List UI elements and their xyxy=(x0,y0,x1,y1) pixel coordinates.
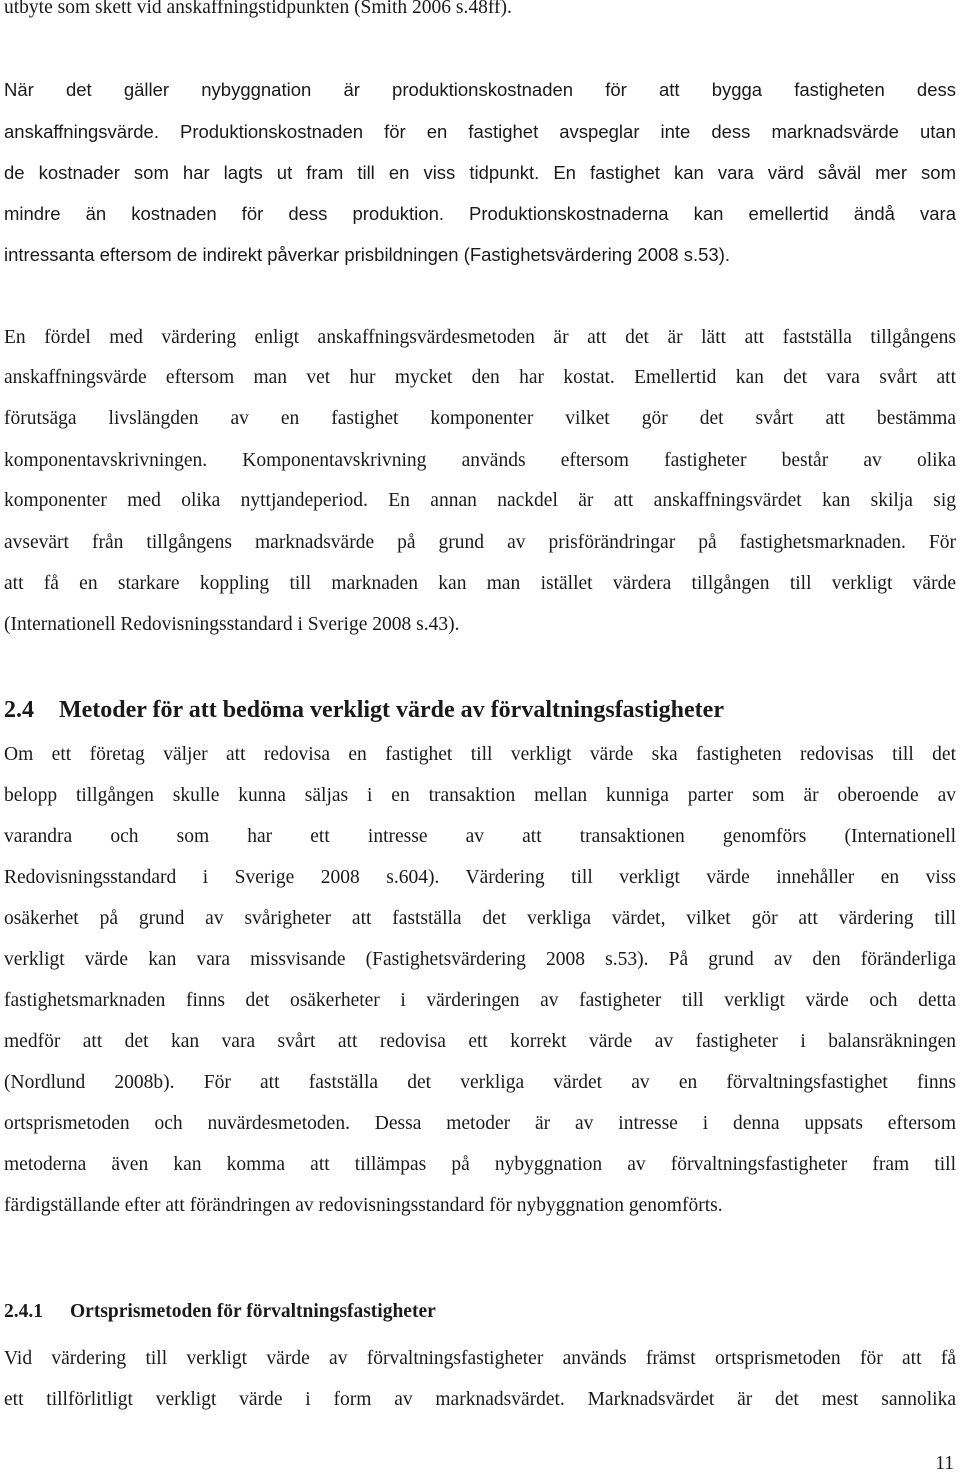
page-number: 11 xyxy=(935,1453,954,1474)
paragraph-line: En fördel med värdering enligt anskaffningsvärdesmetoden är att det är lätt att fastställa tillgångens xyxy=(4,327,956,348)
paragraph-line: varandra och som har ett intresse av att transaktionen genomförs (Internationell xyxy=(4,826,956,847)
paragraph-line: färdigställande efter att förändringen av redovisningsstandard för nybyggnation genomförts. xyxy=(4,1195,723,1216)
paragraph-line: metoderna även kan komma att tillämpas på nybyggnation av förvaltningsfastigheter fram till xyxy=(4,1154,956,1175)
paragraph-line: Redovisningsstandard i Sverige 2008 s.604). Värdering till verkligt värde innehåller en viss xyxy=(4,867,956,888)
paragraph-line: komponenter med olika nyttjandeperiod. En annan nackdel är att anskaffningsvärdet kan skilja sig xyxy=(4,490,956,511)
subsection-heading xyxy=(4,1298,436,1326)
paragraph-line: (Internationell Redovisningsstandard i Sverige 2008 s.43). xyxy=(4,614,460,635)
section-number: 2.4 xyxy=(4,697,34,723)
paragraph-line: När det gäller nybyggnation är produktionskostnaden för att bygga fastigheten dess xyxy=(4,79,956,100)
paragraph-line: intressanta eftersom de indirekt påverkar prisbildningen (Fastighetsvärdering 2008 s.53). xyxy=(4,244,730,265)
subsection-number: 2.4.1 xyxy=(4,1301,43,1322)
paragraph-line: anskaffningsvärde. Produktionskostnaden för en fastighet avspeglar inte dess marknadsvärde utan xyxy=(4,121,956,142)
section-title: Metoder för att bedöma verkligt värde av förvaltningsfastigheter xyxy=(59,697,724,723)
paragraph-line: de kostnader som har lagts ut fram till en viss tidpunkt. En fastighet kan vara värd såväl mer som xyxy=(4,162,956,183)
paragraph-line: medför att det kan vara svårt att redovisa ett korrekt värde av fastigheter i balansräkningen xyxy=(4,1031,956,1052)
paragraph-line: avsevärt från tillgångens marknadsvärde på grund av prisförändringar på fastighetsmarknaden. För xyxy=(4,532,956,553)
paragraph-line: fastighetsmarknaden finns det osäkerheter i värderingen av fastigheter till verkligt värde och detta xyxy=(4,990,956,1011)
paragraph-line: att få en starkare koppling till marknaden kan man istället värdera tillgången till verkligt värde xyxy=(4,573,956,594)
subsection-title: Ortsprismetoden för förvaltningsfastigheter xyxy=(70,1301,436,1322)
paragraph-line: osäkerhet på grund av svårigheter att fastställa det verkliga värdet, vilket gör att värdering till xyxy=(4,908,956,929)
paragraph-line: (Nordlund 2008b). För att fastställa det verkliga värdet av en förvaltningsfastighet finns xyxy=(4,1072,956,1093)
paragraph-line: förutsäga livslängden av en fastighet komponenter vilket gör det svårt att bestämma xyxy=(4,408,956,429)
paragraph-line: utbyte som skett vid anskaffningstidpunkten (Smith 2006 s.48ff). xyxy=(4,0,512,18)
paragraph-line: Om ett företag väljer att redovisa en fastighet till verkligt värde ska fastigheten redovisas till det xyxy=(4,744,956,765)
paragraph-line: mindre än kostnaden för dess produktion. Produktionskostnaderna kan emellertid ändå vara xyxy=(4,203,956,224)
paragraph-line: anskaffningsvärde eftersom man vet hur mycket den har kostat. Emellertid kan det vara svårt att xyxy=(4,367,956,388)
paragraph-line: verkligt värde kan vara missvisande (Fastighetsvärdering 2008 s.53). På grund av den föränderliga xyxy=(4,949,956,970)
paragraph-line: ett tillförlitligt verkligt värde i form av marknadsvärdet. Marknadsvärdet är det mest sannolika xyxy=(4,1389,956,1410)
paragraph-line: komponentavskrivningen. Komponentavskrivning används eftersom fastigheter består av olika xyxy=(4,450,956,471)
paragraph-line: ortsprismetoden och nuvärdesmetoden. Dessa metoder är av intresse i denna uppsats eftersom xyxy=(4,1113,956,1134)
section-heading xyxy=(4,695,724,725)
paragraph-line: Vid värdering till verkligt värde av förvaltningsfastigheter används främst ortsprismetoden för att få xyxy=(4,1348,956,1369)
paragraph-line: belopp tillgången skulle kunna säljas i en transaktion mellan kunniga parter som är oberoende av xyxy=(4,785,956,806)
